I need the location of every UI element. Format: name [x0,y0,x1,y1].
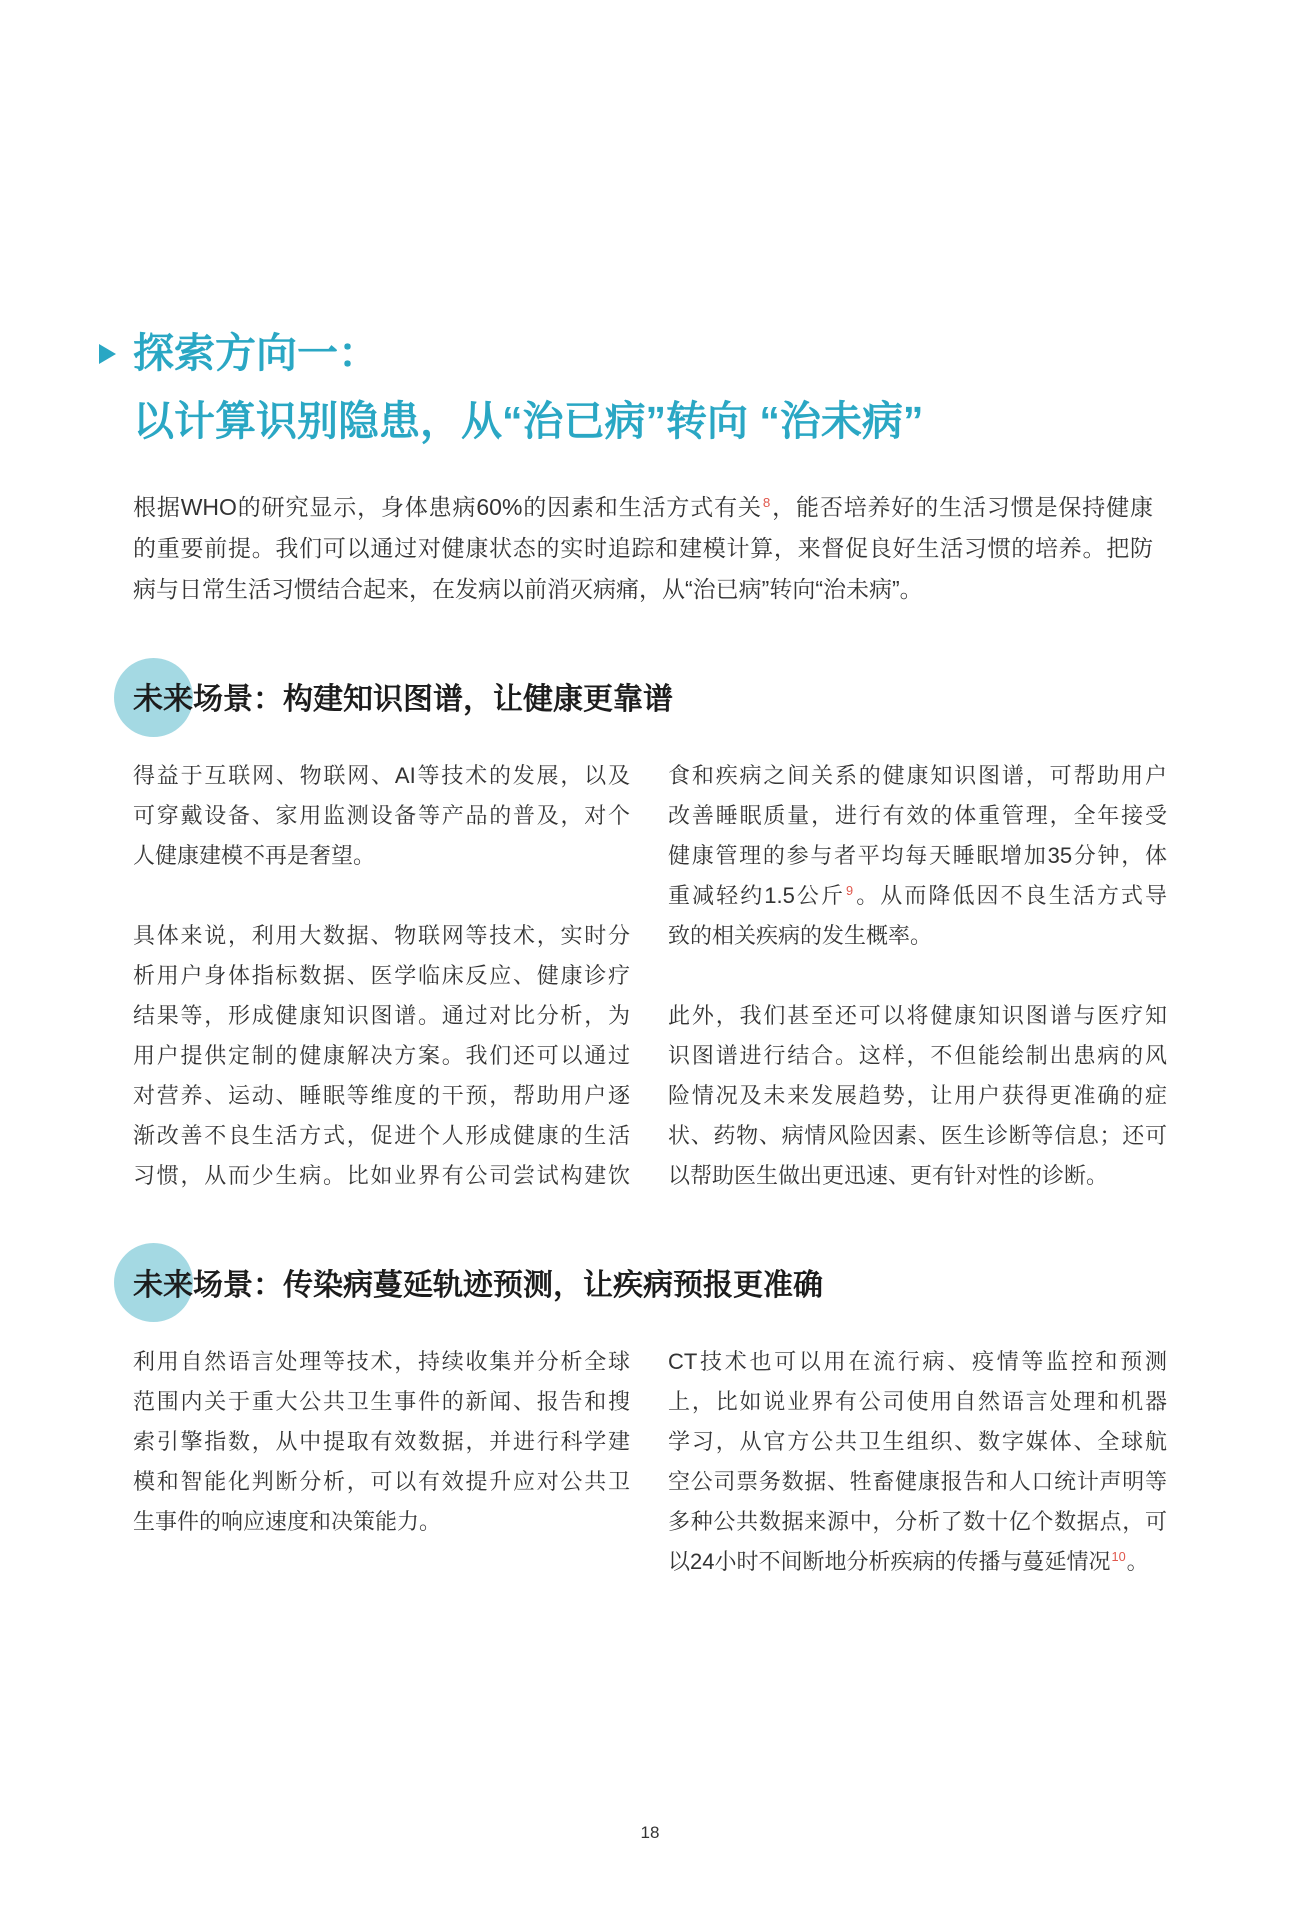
title-line-2: 以计算识别隐患，从“治已病”转向 “治未病” [133,398,924,444]
text-segment: 重减轻约1.5公斤 [668,883,846,908]
text-line [668,1542,1167,1582]
text-line: 食和疾病之间关系的健康知识图谱，可帮助用户 [668,763,1167,788]
paragraph [133,756,630,876]
text-line: 结果等，形成健康知识图谱。通过对比分析，为 [133,1003,630,1028]
text-line: 此外，我们甚至还可以将健康知识图谱与医疗知 [668,1003,1167,1028]
text-line: 空公司票务数据、牲畜健康报告和人口统计声明等 [668,1469,1167,1494]
text-line: 致的相关疾病的发生概率。 [668,923,933,948]
triangle-bullet-icon [99,344,116,364]
text-line: 对营养、运动、睡眠等维度的干预，帮助用户逐 [133,1083,630,1108]
text-line: 识图谱进行结合。这样，不但能绘制出患病的风 [668,1043,1167,1068]
page-number: 18 [640,1823,660,1842]
text-line: 得益于互联网、物联网、AI等技术的发展，以及 [133,763,630,788]
text-line: 范围内关于重大公共卫生事件的新闻、报告和搜 [133,1389,630,1414]
text-line: 健康管理的参与者平均每天睡眠增加35分钟，体 [668,843,1167,868]
text-line [668,876,1167,916]
text-line: 上，比如说业界有公司使用自然语言处理和机器 [668,1389,1167,1414]
text-line: 状、药物、病情风险因素、医生诊断等信息；还可 [668,1123,1167,1148]
paragraph [668,756,1167,956]
text-line: 模和智能化判断分析，可以有效提升应对公共卫 [133,1469,630,1494]
paragraph [133,1342,630,1542]
footnote-ref: 9 [846,883,854,899]
page-title [133,319,923,455]
text-line: 人健康建模不再是奢望。 [133,843,376,868]
text-line: 习惯，从而少生病。比如业界有公司尝试构建饮 [133,1163,630,1188]
text-line: 析用户身体指标数据、医学临床反应、健康诊疗 [133,963,630,988]
text-line: 以帮助医生做出更迅速、更有针对性的诊断。 [668,1163,1109,1188]
text-line: 学习，从官方公共卫生组织、数字媒体、全球航 [668,1429,1167,1454]
section-heading-2: 未来场景：传染病蔓延轨迹预测，让疾病预报更准确 [133,1269,823,1302]
text-line: 生事件的响应速度和决策能力。 [133,1509,442,1534]
text-line: 利用自然语言处理等技术，持续收集并分析全球 [133,1349,630,1374]
text-segment: 以24小时不间断地分析疾病的传播与蔓延情况 [668,1549,1111,1574]
text-segment: 。从而降低因不良生活方式导 [854,883,1167,908]
text-line: 可穿戴设备、家用监测设备等产品的普及，对个 [133,803,630,828]
text-line: CT技术也可以用在流行病、疫情等监控和预测 [668,1349,1167,1374]
text-line: 改善睡眠质量，进行有效的体重管理，全年接受 [668,803,1167,828]
text-line: 具体来说，利用大数据、物联网等技术，实时分 [133,923,630,948]
intro-paragraph [133,487,1153,610]
title-line-1: 探索方向一： [133,330,379,376]
text-line: 的重要前提。我们可以通过对健康状态的实时追踪和建模计算，来督促良好生活习惯的培养。把防 [133,535,1153,561]
text-line: 用户提供定制的健康解决方案。我们还可以通过 [133,1043,630,1068]
paragraph [668,996,1167,1196]
section-heading-1: 未来场景：构建知识图谱，让健康更靠谱 [133,683,673,716]
text-segment: 根据WHO的研究显示，身体患病60%的因素和生活方式有关 [133,494,762,520]
section-2-right-column [668,1342,1167,1582]
paragraph [668,1342,1167,1582]
section-2-left-column [133,1342,630,1542]
footnote-ref: 8 [762,495,771,510]
text-line [133,487,1153,528]
section-1-right-column [668,756,1167,1196]
text-segment: 。 [1126,1549,1149,1574]
text-line: 多种公共数据来源中，分析了数十亿个数据点，可 [668,1509,1167,1534]
footnote-ref: 10 [1111,1549,1126,1565]
text-line: 病与日常生活习惯结合起来，在发病以前消灭病痛，从“治已病”转向“治未病”。 [133,576,923,602]
text-line: 索引擎指数，从中提取有效数据，并进行科学建 [133,1429,630,1454]
text-line: 险情况及未来发展趋势，让用户获得更准确的症 [668,1083,1167,1108]
paragraph [133,916,630,1196]
section-1-left-column [133,756,630,1196]
text-line: 渐改善不良生活方式，促进个人形成健康的生活 [133,1123,630,1148]
text-segment: ，能否培养好的生活习惯是保持健康 [771,494,1153,520]
